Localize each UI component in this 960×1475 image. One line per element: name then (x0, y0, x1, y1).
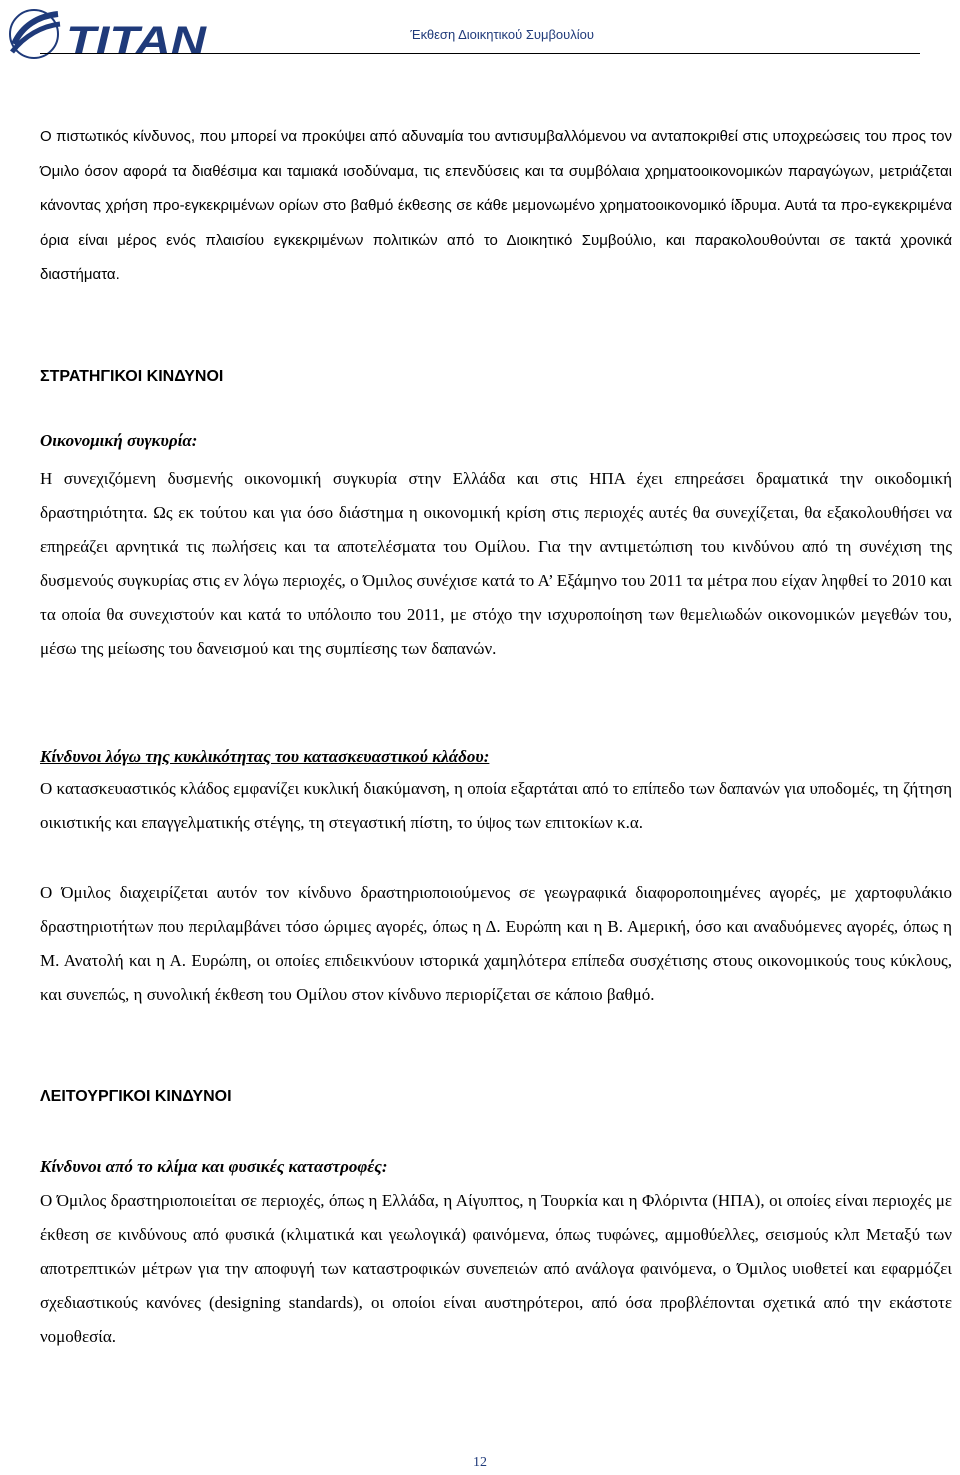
page-header (0, 0, 960, 70)
credit-risk-paragraph: Ο πιστωτικός κίνδυνος, που μπορεί να προκύψει από αδυναμία του αντισυμβαλλόμενου να ανταποκριθεί στις υποχρεώσεις του προς τον Όμιλο όσον αφορά τα διαθέσιμα και ταμιακά ισοδύναμα, τις επενδύσεις και τα συμβόλαια χρηματοοικονομικών παραγώγων, μετριάζεται κάνοντας χρήση προ-εγκεκριμένων ορίων στο βαθμό έκθεσης σε κάθε μεμονωμένο χρηματοοικονομικό ίδρυμα. Αυτά τα προ-εγκεκριμένα όρια είναι μέρος ενός πλαισίου εγκεκριμένων πολιτικών από το Διοικητικό Συμβούλιο, και παρακολουθούνται σε τακτά χρονικά διαστήματα. (40, 128, 952, 283)
header-rule (40, 53, 920, 54)
climate-risk-text: Ο Όμιλος δραστηριοποιείται σε περιοχές, όπως η Ελλάδα, η Αίγυπτος, η Τουρκία και η Φλόριντα (ΗΠΑ), οι οποίες είναι περιοχές με έκθεση σε κινδύνους από φυσικά (κλιματικά και γεωλογικά) φαινόμενα, όπως τυφώνες, αμμοθύελλες, σεισμούς κλπ Μεταξύ των αποτρεπτικών μέτρων για την αποφυγή των καταστροφικών συνεπειών από ανάλογα φαινόμενα, ο Όμιλος υιοθετεί και εφαρμόζει σχεδιαστικούς κανόνες (designing standards), οι οποίοι είναι αυστηρότεροι, από όσα προβλέπονται σχετικά από την εκάστοτε νομοθεσία. (40, 1191, 952, 1346)
report-title: Έκθεση Διοικητικού Συμβουλίου (410, 27, 594, 42)
diversification-text: Ο Όμιλος διαχειρίζεται αυτόν τον κίνδυνο δραστηριοποιούμενος σε γεωγραφικά διαφοροποιημένες αγορές, με χαρτοφυλάκιο δραστηριοτήτων που περιλαμβάνει τόσο ώριμες αγορές, όπως η Δ. Ευρώπη και η Β. Αμερική, όσο και αναδυόμενες αγορές, όπως η Μ. Ανατολή και η Α. Ευρώπη, οι οποίες επιδεικνύουν ιστορικά χαμηλότερα επίπεδα συσχέτισης στους οικονομικούς τους κύκλους, και συνεπώς, η συνολική έκθεση του Ομίλου στον κίνδυνο περιορίζεται σε κάποιο βαθμό. (40, 883, 952, 1004)
cyclicality-risk-text: Ο κατασκευαστικός κλάδος εμφανίζει κυκλική διακύμανση, η οποία εξαρτάται από το επίπεδο των δαπανών για υποδομές, τη ζήτηση οικιστικής και επαγγελματικής στέγης, τη στεγαστική πίστη, το ύψος των επιτοκίων κ.α. (40, 779, 952, 832)
cyclicality-risk-title: Κίνδυνοι λόγω της κυκλικότητας του κατασκευαστικού κλάδου: (40, 747, 490, 766)
climate-risk-title: Κίνδυνοι από το κλίμα και φυσικές καταστροφές: (40, 1157, 388, 1176)
economic-conditions-title: Οικονομική συγκυρία: (40, 431, 198, 450)
page-number: 12 (473, 1455, 487, 1470)
strategic-risks-heading: ΣΤΡΑΤΗΓΙΚΟΙ ΚΙΝΔΥΝΟΙ (40, 368, 224, 385)
operational-risks-heading: ΛΕΙΤΟΥΡΓΙΚΟΙ ΚΙΝΔΥΝΟΙ (40, 1088, 232, 1105)
logo-text: TITAN (66, 19, 208, 63)
titan-logo (8, 6, 208, 64)
economic-conditions-text: Η συνεχιζόμενη δυσμενής οικονομική συγκυρία στην Ελλάδα και στις ΗΠΑ έχει επηρεάσει δραματικά την οικοδομική δραστηριότητα. Ως εκ τούτου και για όσο διάστημα η οικονομική κρίση στις περιοχές αυτές θα συνεχίζεται, θα εξακολουθήσει να επηρεάζει αρνητικά τις πωλήσεις και τα αποτελέσματα του Ομίλου. Για την αντιμετώπιση του κινδύνου από τη συνέχιση της δυσμενούς συγκυρίας στις εν λόγω περιοχές, ο Όμιλος συνέχισε κατά το Α’ Εξάμηνο του 2011 τα μέτρα που είχαν ληφθεί το 2010 και τα οποία θα συνεχιστούν και κατά το υπόλοιπο του 2011, με στόχο την ισχυροποίηση των θεμελιωδών οικονομικών μεγεθών του, μέσω της μείωσης του δανεισμού και της συμπίεσης των δαπανών. (40, 469, 952, 658)
